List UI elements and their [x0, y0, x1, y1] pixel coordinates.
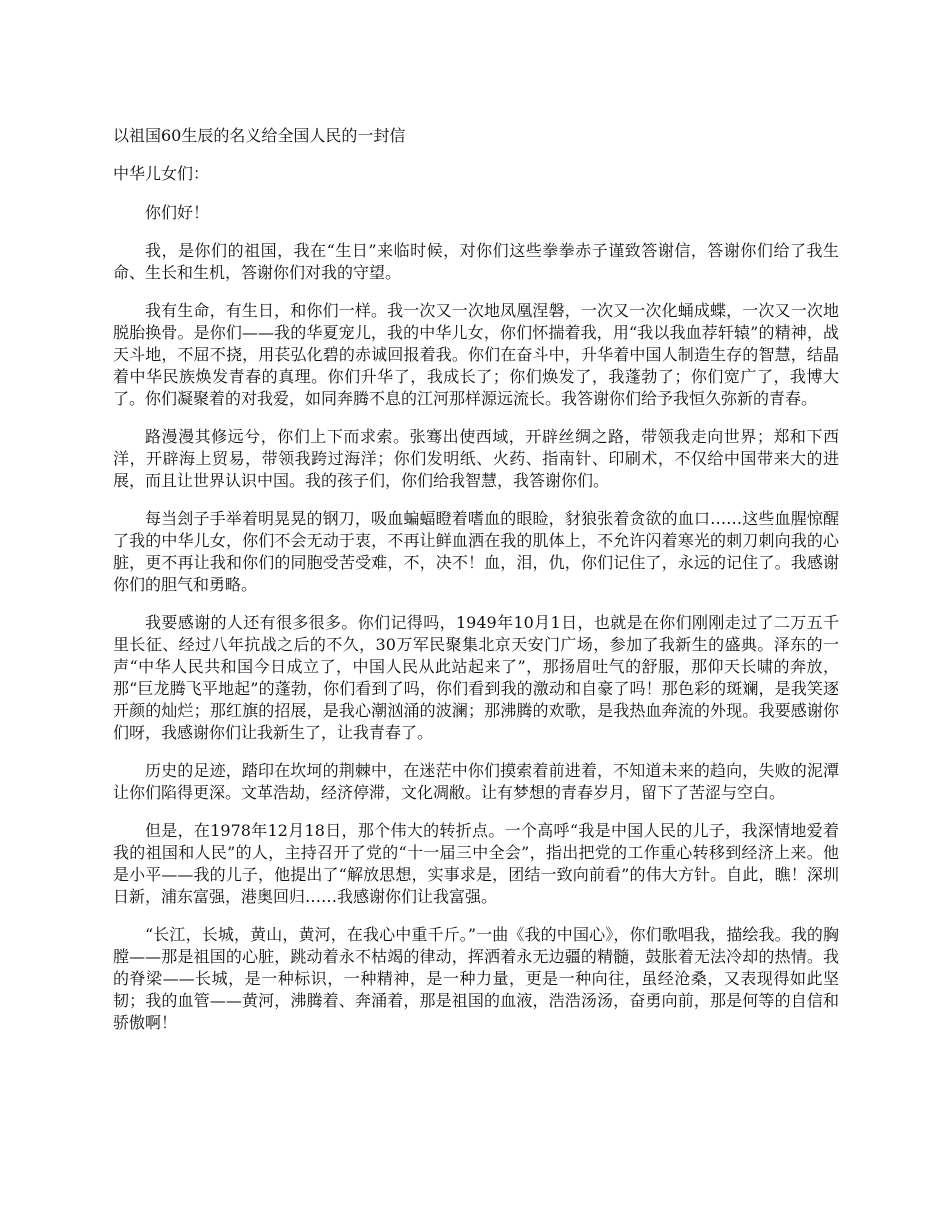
- paragraph-greeting: 你们好！: [145, 203, 210, 222]
- paragraph-reform: 但是，在1978年12月18日，那个伟大的转折点。一个高呼“我是中国人民的儿子，我深情地爱着我的祖国和人民”的人，主持召开了党的“十一届三中全会”，指出把党的工作重心转移到经济上来。他是小平——我的儿子，他提出了“解放思想，实事求是，团结一致向前看”的伟大方针。自此，瞧！深圳日新，浦东富强，港奥回归……我感谢你们让我富强。: [113, 821, 839, 906]
- paragraph-history: 历史的足迹，踏印在坎坷的荆棘中，在迷茫中你们摸索着前进着，不知道未来的趋向，失败的泥潭让你们陷得更深。文革浩劫，经济停滞，文化凋敝。让有梦想的青春岁月，留下了苦涩与空白。: [113, 761, 839, 802]
- paragraph-song: “长江，长城，黄山，黄河，在我心中重千斤。”一曲《我的中国心》，你们歌唱我，描绘我。我的胸膛——那是祖国的心脏，跳动着永不枯竭的律动，挥洒着永无边疆的精髓，鼓胀着无法冷却的热情。我的脊梁——长城，是一种标识，一种精神，是一种力量，更是一种向往，虽经沧桑，又表现得如此坚韧；我的血管——黄河，沸腾着、奔涌着，那是祖国的血液，浩浩汤汤，奋勇向前，那是何等的自信和骄傲啊！: [113, 925, 839, 1032]
- paragraph-exploration: 路漫漫其修远兮，你们上下而求索。张骞出使西域，开辟丝绸之路，带领我走向世界；郑和下西洋，开辟海上贸易，带领我跨过海洋；你们发明纸、火药、指南针、印刷术，不仅给中国带来大的进展，而且让世界认识中国。我的孩子们，你们给我智慧，我答谢你们。: [113, 427, 839, 490]
- paragraph-thanks: 我，是你们的祖国，我在“生日”来临时候，对你们这些拳拳赤子谨致答谢信，答谢你们给了我生命、生长和生机，答谢你们对我的守望。: [113, 241, 839, 282]
- salutation: 中华儿女们：: [113, 164, 210, 183]
- document-body: [113, 124, 839, 1048]
- paragraph-life: 我有生命，有生日，和你们一样。我一次又一次地凤凰涅磐，一次又一次化蛹成蝶，一次又一次地脱胎换骨。是你们——我的华夏宠儿，我的中华儿女，你们怀揣着我，用“我以我血荐轩辕”的精神，战天斗地，不屈不挠，用苌弘化碧的赤诚回报着我。你们在奋斗中，升华着中国人制造生存的智慧，结晶着中华民族焕发青春的真理。你们升华了，我成长了；你们焕发了，我蓬勃了；你们宽广了，我博大了。你们凝聚着的对我爱，如同奔腾不息的江河那样源远流长。我答谢你们给予我恒久弥新的青春。: [113, 301, 839, 408]
- paragraph-resistance: 每当刽子手举着明晃晃的钢刀，吸血蝙蝠瞪着嗜血的眼睑，豺狼张着贪欲的血口……这些血腥惊醒了我的中华儿女，你们不会无动于衷，不再让鲜血洒在我的肌体上，不允许闪着寒光的刺刀刺向我的心脏，更不再让我和你们的同胞受苦受难，不，决不！血，泪，仇，你们记住了，永远的记住了。我感谢你们的胆气和勇略。: [113, 509, 839, 594]
- paragraph-founding: 我要感谢的人还有很多很多。你们记得吗，1949年10月1日，也就是在你们刚刚走过了二万五千里长征、经过八年抗战之后的不久，30万军民聚集北京天安门广场，参加了我新生的盛典。泽东的一声“中华人民共和国今日成立了，中国人民从此站起来了”，那扬眉吐气的舒服，那仰天长啸的奔放，那“巨龙腾飞平地起”的蓬勃，你们看到了吗，你们看到我的激动和自豪了吗！那色彩的斑斓，是我笑逐开颜的灿烂；那红旗的招展，是我心潮汹涌的波澜；那沸腾的欢歌，是我热血奔流的外现。我要感谢你们呀，我感谢你们让我新生了，让我青春了。: [113, 613, 839, 742]
- document-title: 以祖国60生辰的名义给全国人民的一封信: [113, 126, 406, 145]
